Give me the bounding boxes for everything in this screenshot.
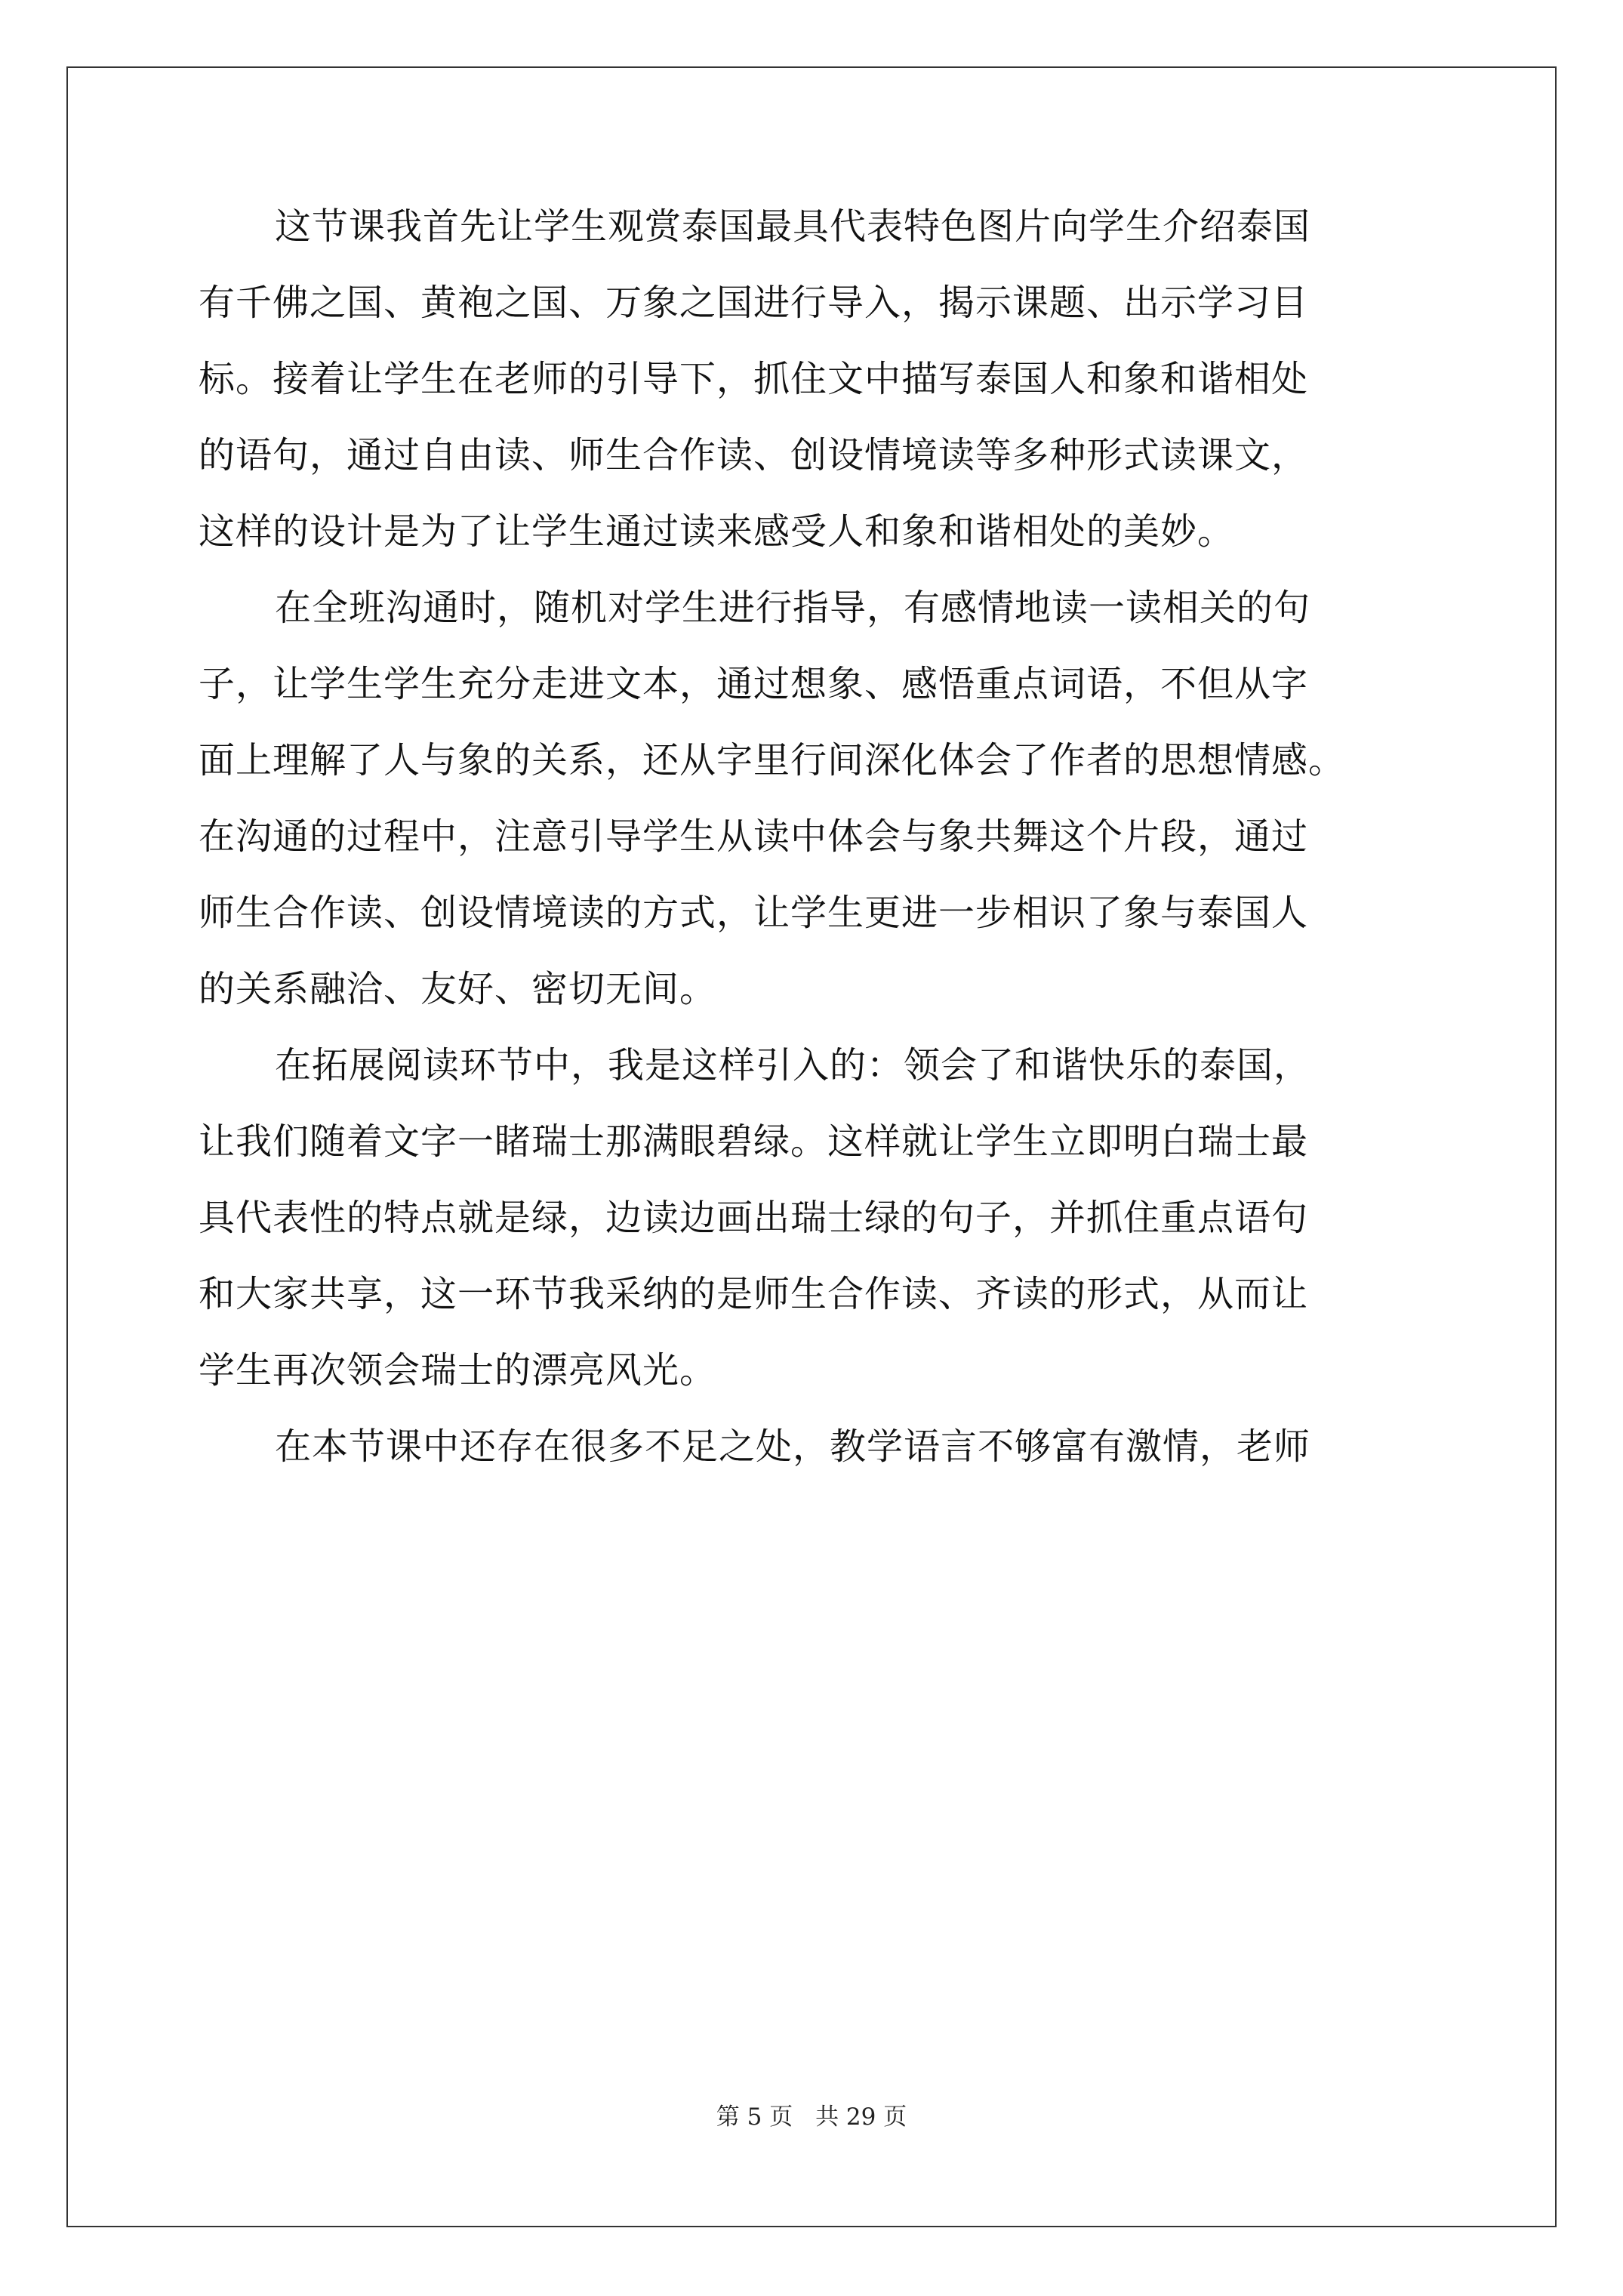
text-line: 面上理解了人与象的关系，还从字里行间深化体会了作者的思想情感。 (199, 739, 1346, 781)
text-line: 有千佛之国、黄袍之国、万象之国进行导入，揭示课题、出示学习目 (199, 282, 1309, 324)
text-line: 在全班沟通时，随机对学生进行指导，有感情地读一读相关的句 (275, 587, 1311, 629)
text-line: 师生合作读、创设情境读的方式，让学生更进一步相识了象与泰国人 (199, 892, 1309, 934)
paragraph-3 (199, 1028, 1437, 1409)
text-line: 具代表性的特点就是绿，边读边画出瑞士绿的句子，并抓住重点语句 (199, 1197, 1309, 1239)
text-line: 在拓展阅读环节中，我是这样引入的：领会了和谐快乐的泰国， (275, 1044, 1311, 1086)
page-total: 共 29 页 (815, 2103, 907, 2131)
document-body (199, 189, 1437, 1485)
text-line: 在沟通的过程中，注意引导学生从读中体会与象共舞这个片段，通过 (199, 815, 1309, 858)
page-number: 第 5 页 (716, 2103, 793, 2131)
text-line: 标。接着让学生在老师的引导下，抓住文中描写泰国人和象和谐相处 (199, 358, 1309, 400)
text-line: 子，让学生学生充分走进文本，通过想象、感悟重点词语，不但从字 (199, 663, 1309, 705)
text-line: 和大家共享，这一环节我采纳的是师生合作读、齐读的形式，从而让 (199, 1273, 1309, 1315)
text-line: 的关系融洽、友好、密切无间。 (199, 968, 717, 1010)
paragraph-1 (199, 189, 1437, 570)
text-line: 让我们随着文字一睹瑞士那满眼碧绿。这样就让学生立即明白瑞士最 (199, 1120, 1309, 1163)
paragraph-2 (199, 570, 1437, 1028)
text-line: 这节课我首先让学生观赏泰国最具代表特色图片向学生介绍泰国 (275, 205, 1311, 248)
text-line: 这样的设计是为了让学生通过读来感受人和象和谐相处的美妙。 (199, 510, 1235, 553)
page-footer (0, 2097, 1623, 2131)
text-line: 在本节课中还存在很多不足之处，教学语言不够富有激情，老师 (275, 1425, 1311, 1468)
paragraph-4 (199, 1409, 1437, 1485)
text-line: 的语句，通过自由读、师生合作读、创设情境读等多种形式读课文， (199, 434, 1309, 476)
text-line: 学生再次领会瑞士的漂亮风光。 (199, 1349, 717, 1391)
